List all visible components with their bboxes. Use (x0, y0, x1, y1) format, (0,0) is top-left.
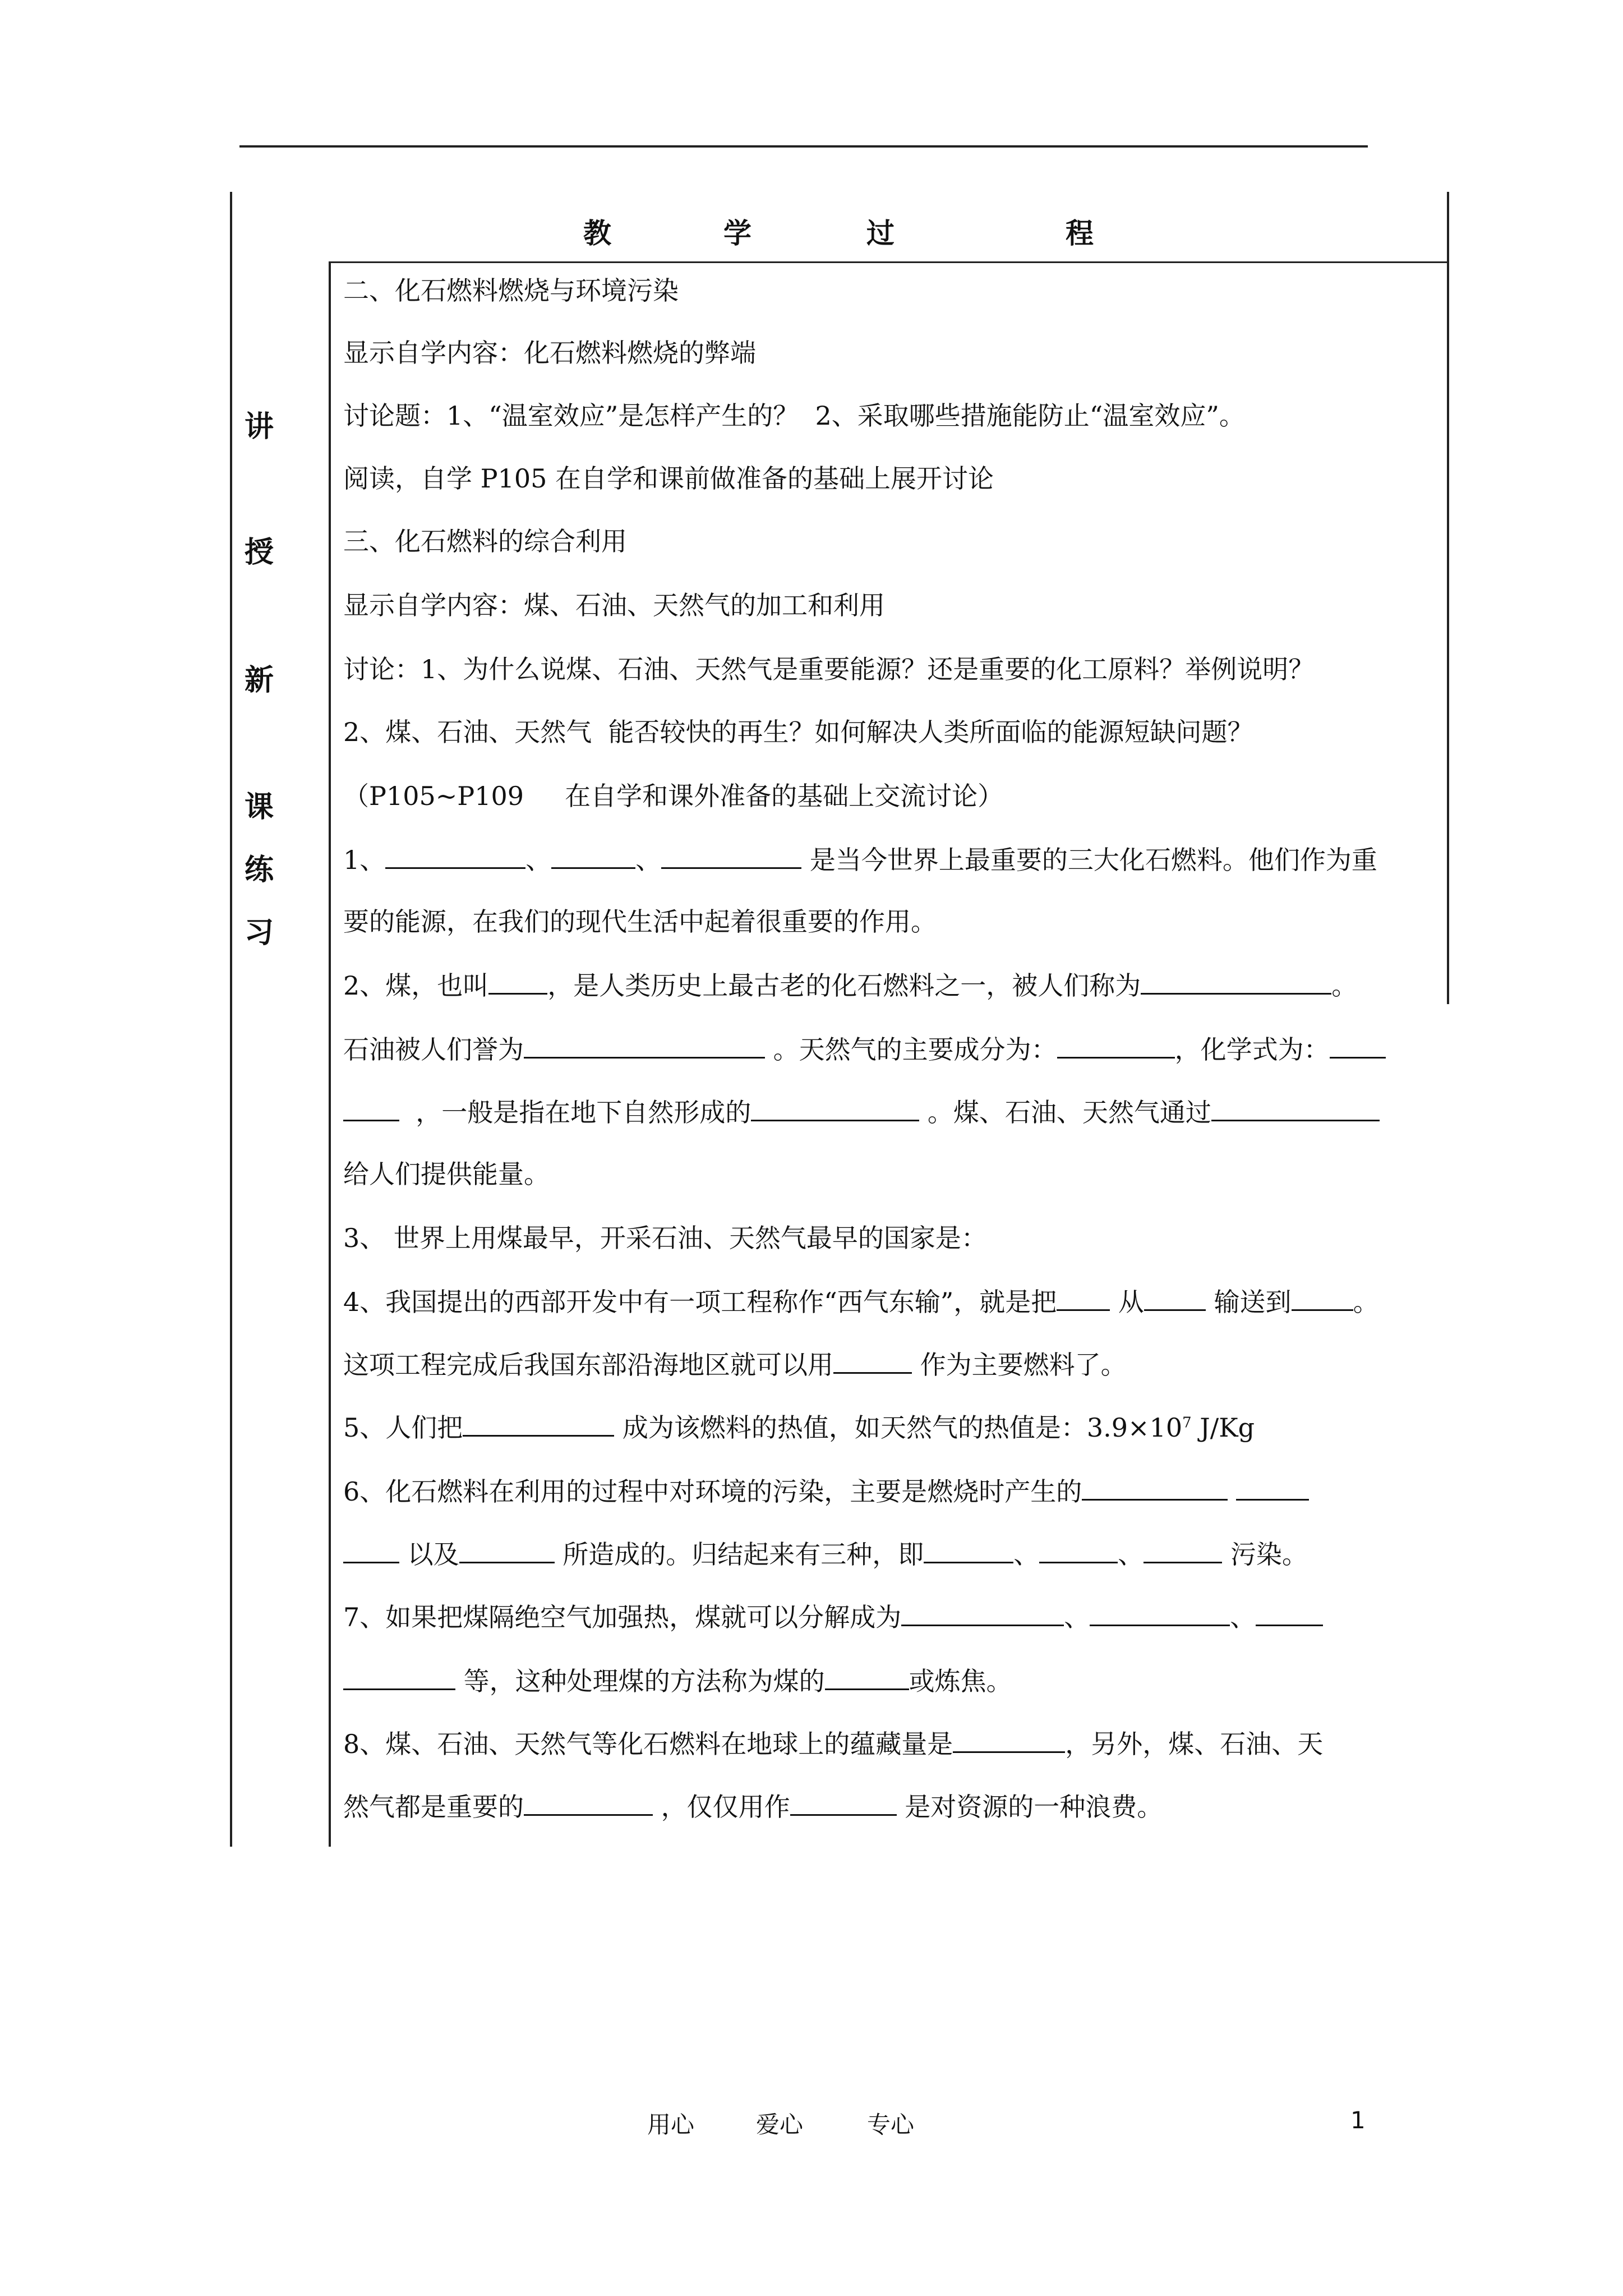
text: ，化学式为： (1174, 1034, 1330, 1065)
answer-blank[interactable] (825, 1667, 909, 1690)
text: 、 (635, 845, 662, 875)
table-title-char: 过 (866, 217, 895, 250)
question-8 (343, 1730, 1323, 1757)
answer-blank[interactable] (1330, 1036, 1386, 1059)
text: 。 (1331, 970, 1358, 1001)
text: 。煤、石油、天然气通过 (919, 1097, 1211, 1128)
text: 以及 (399, 1539, 459, 1570)
page-number: 1 (1350, 2106, 1366, 2134)
text: 等，这种处理煤的方法称为煤的 (455, 1666, 825, 1696)
answer-blank[interactable] (1211, 1098, 1380, 1121)
text: 然气都是重要的 (343, 1792, 524, 1822)
body-text: 显示自学内容：煤、石油、天然气的加工和利用 (343, 590, 885, 620)
answer-blank[interactable] (833, 1351, 912, 1374)
text: 石油被人们誉为 (343, 1034, 524, 1065)
question-2-cont (343, 1097, 1380, 1128)
body-text: 给人们提供能量。 (343, 1159, 550, 1189)
answer-blank[interactable] (343, 1098, 399, 1121)
sidebar-char: 授 (245, 536, 274, 569)
answer-blank[interactable] (953, 1730, 1065, 1753)
sidebar-char: 讲 (245, 410, 274, 444)
question-3: 3、 世界上用煤最早，开采石油、天然气最早的国家是： (343, 1223, 987, 1253)
text: 污染。 (1222, 1539, 1308, 1570)
text: 是对资源的一种浪费。 (896, 1792, 1163, 1822)
table-left-border (230, 192, 232, 1847)
question-7-cont (343, 1667, 1012, 1694)
text: 作为主要燃料了。 (912, 1350, 1127, 1380)
question-4 (343, 1288, 1379, 1315)
title-row-divider (329, 261, 1447, 263)
text: 或炼焦。 (909, 1666, 1012, 1696)
question-6 (343, 1476, 1309, 1507)
answer-blank[interactable] (488, 972, 547, 995)
footer-motto: 专心 (867, 2111, 915, 2138)
sidebar-char: 新 (245, 664, 274, 697)
header-rule (239, 145, 1368, 148)
text: 2、煤，也叫 (343, 970, 489, 1001)
answer-blank[interactable] (751, 1098, 919, 1121)
text: 、 (1013, 1539, 1040, 1570)
text: 8、煤、石油、天然气等化石燃料在地球上的蕴藏量是 (343, 1729, 953, 1759)
answer-blank[interactable] (1144, 1540, 1222, 1563)
answer-blank[interactable] (1082, 1478, 1228, 1501)
answer-blank[interactable] (459, 1540, 555, 1563)
question-5 (343, 1414, 1255, 1441)
text: J/Kg (1191, 1412, 1255, 1443)
question-2-cont (343, 1034, 1386, 1065)
table-title-char: 程 (1066, 217, 1094, 250)
answer-blank[interactable] (1057, 1288, 1110, 1311)
answer-blank[interactable] (524, 1793, 653, 1816)
answer-blank[interactable] (1292, 1288, 1353, 1311)
sidebar-char: 习 (245, 916, 274, 950)
sidebar-char: 课 (245, 790, 274, 824)
text: ，仅仅用作 (653, 1792, 790, 1822)
text: 。天然气的主要成分为： (765, 1034, 1057, 1065)
answer-blank[interactable] (1090, 1603, 1230, 1626)
body-text: 讨论：1、为什么说煤、石油、天然气是重要能源？还是重要的化工原料？举例说明？ (343, 654, 1315, 684)
exponent: 7 (1182, 1414, 1192, 1432)
answer-blank[interactable] (551, 846, 635, 869)
answer-blank[interactable] (901, 1603, 1064, 1626)
body-text: 阅读，自学 P105 在自学和课前做准备的基础上展开讨论 (343, 463, 994, 494)
answer-blank[interactable] (1236, 1478, 1309, 1501)
text: 这项工程完成后我国东部沿海地区就可以用 (343, 1350, 833, 1380)
answer-blank[interactable] (343, 1667, 455, 1690)
question-1 (343, 846, 1377, 873)
table-right-border (1447, 192, 1449, 1004)
text: 4、我国提出的西部开发中有一项工程称作“西气东输”，就是把 (343, 1287, 1057, 1317)
text: 、 (1118, 1539, 1144, 1570)
text: 从 (1110, 1287, 1144, 1317)
answer-blank[interactable] (343, 1540, 399, 1563)
text: 、 (1230, 1602, 1256, 1632)
answer-blank[interactable] (1256, 1603, 1323, 1626)
text: 所造成的。归结起来有三种，即 (554, 1539, 924, 1570)
answer-blank[interactable] (1144, 1288, 1206, 1311)
table-column-divider (329, 263, 331, 1847)
answer-blank[interactable] (1141, 972, 1331, 995)
body-text: 显示自学内容：化石燃料燃烧的弊端 (343, 338, 756, 368)
body-text: 讨论题：1、“温室效应”是怎样产生的？ 2、采取哪些措施能防止“温室效应”。 (343, 401, 1245, 431)
table-title-char: 教 (583, 217, 611, 250)
footer-motto: 爱心 (756, 2111, 804, 2138)
text: 、 (525, 845, 552, 875)
text: 。 (1353, 1287, 1379, 1317)
answer-blank[interactable] (385, 846, 525, 869)
answer-blank[interactable] (924, 1540, 1013, 1563)
text: 输送到 (1205, 1287, 1292, 1317)
answer-blank[interactable] (661, 846, 801, 869)
question-4-cont (343, 1351, 1127, 1378)
sidebar-char: 练 (245, 853, 274, 887)
question-2 (343, 972, 1357, 999)
table-title-char: 学 (723, 217, 751, 250)
body-text: 要的能源，在我们的现代生活中起着很重要的作用。 (343, 907, 937, 937)
question-6-cont (343, 1539, 1308, 1570)
text: ，另外，煤、石油、天 (1065, 1729, 1324, 1759)
footer-motto: 用心 (647, 2111, 695, 2138)
body-text: 2、煤、石油、天然气 能否较快的再生？如何解决人类所面临的能源短缺问题？ (343, 717, 1253, 747)
text: ，一般是指在地下自然形成的 (416, 1097, 751, 1128)
text: 是当今世界上最重要的三大化石燃料。他们作为重 (801, 845, 1377, 875)
text: 5、人们把 (343, 1412, 463, 1443)
section-heading: 二、化石燃料燃烧与环境污染 (343, 275, 679, 306)
section-heading: 三、化石燃料的综合利用 (343, 526, 627, 556)
answer-blank[interactable] (1039, 1540, 1118, 1563)
answer-blank[interactable] (463, 1414, 614, 1437)
text: ，是人类历史上最古老的化石燃料之一，被人们称为 (547, 970, 1141, 1001)
question-7 (343, 1603, 1323, 1630)
text: 6、化石燃料在利用的过程中对环境的污染，主要是燃烧时产生的 (343, 1476, 1082, 1507)
text: 成为该燃料的热值，如天然气的热值是：3.9×10 (614, 1412, 1183, 1443)
question-8-cont (343, 1793, 1163, 1820)
text: 、 (1064, 1602, 1090, 1632)
text: 1、 (343, 845, 386, 875)
answer-blank[interactable] (524, 1036, 765, 1059)
answer-blank[interactable] (1057, 1036, 1175, 1059)
answer-blank[interactable] (790, 1793, 897, 1816)
text: 7、如果把煤隔绝空气加强热，煤就可以分解成为 (343, 1602, 902, 1632)
body-text: （P105~P109 在自学和课外准备的基础上交流讨论） (343, 781, 1004, 811)
